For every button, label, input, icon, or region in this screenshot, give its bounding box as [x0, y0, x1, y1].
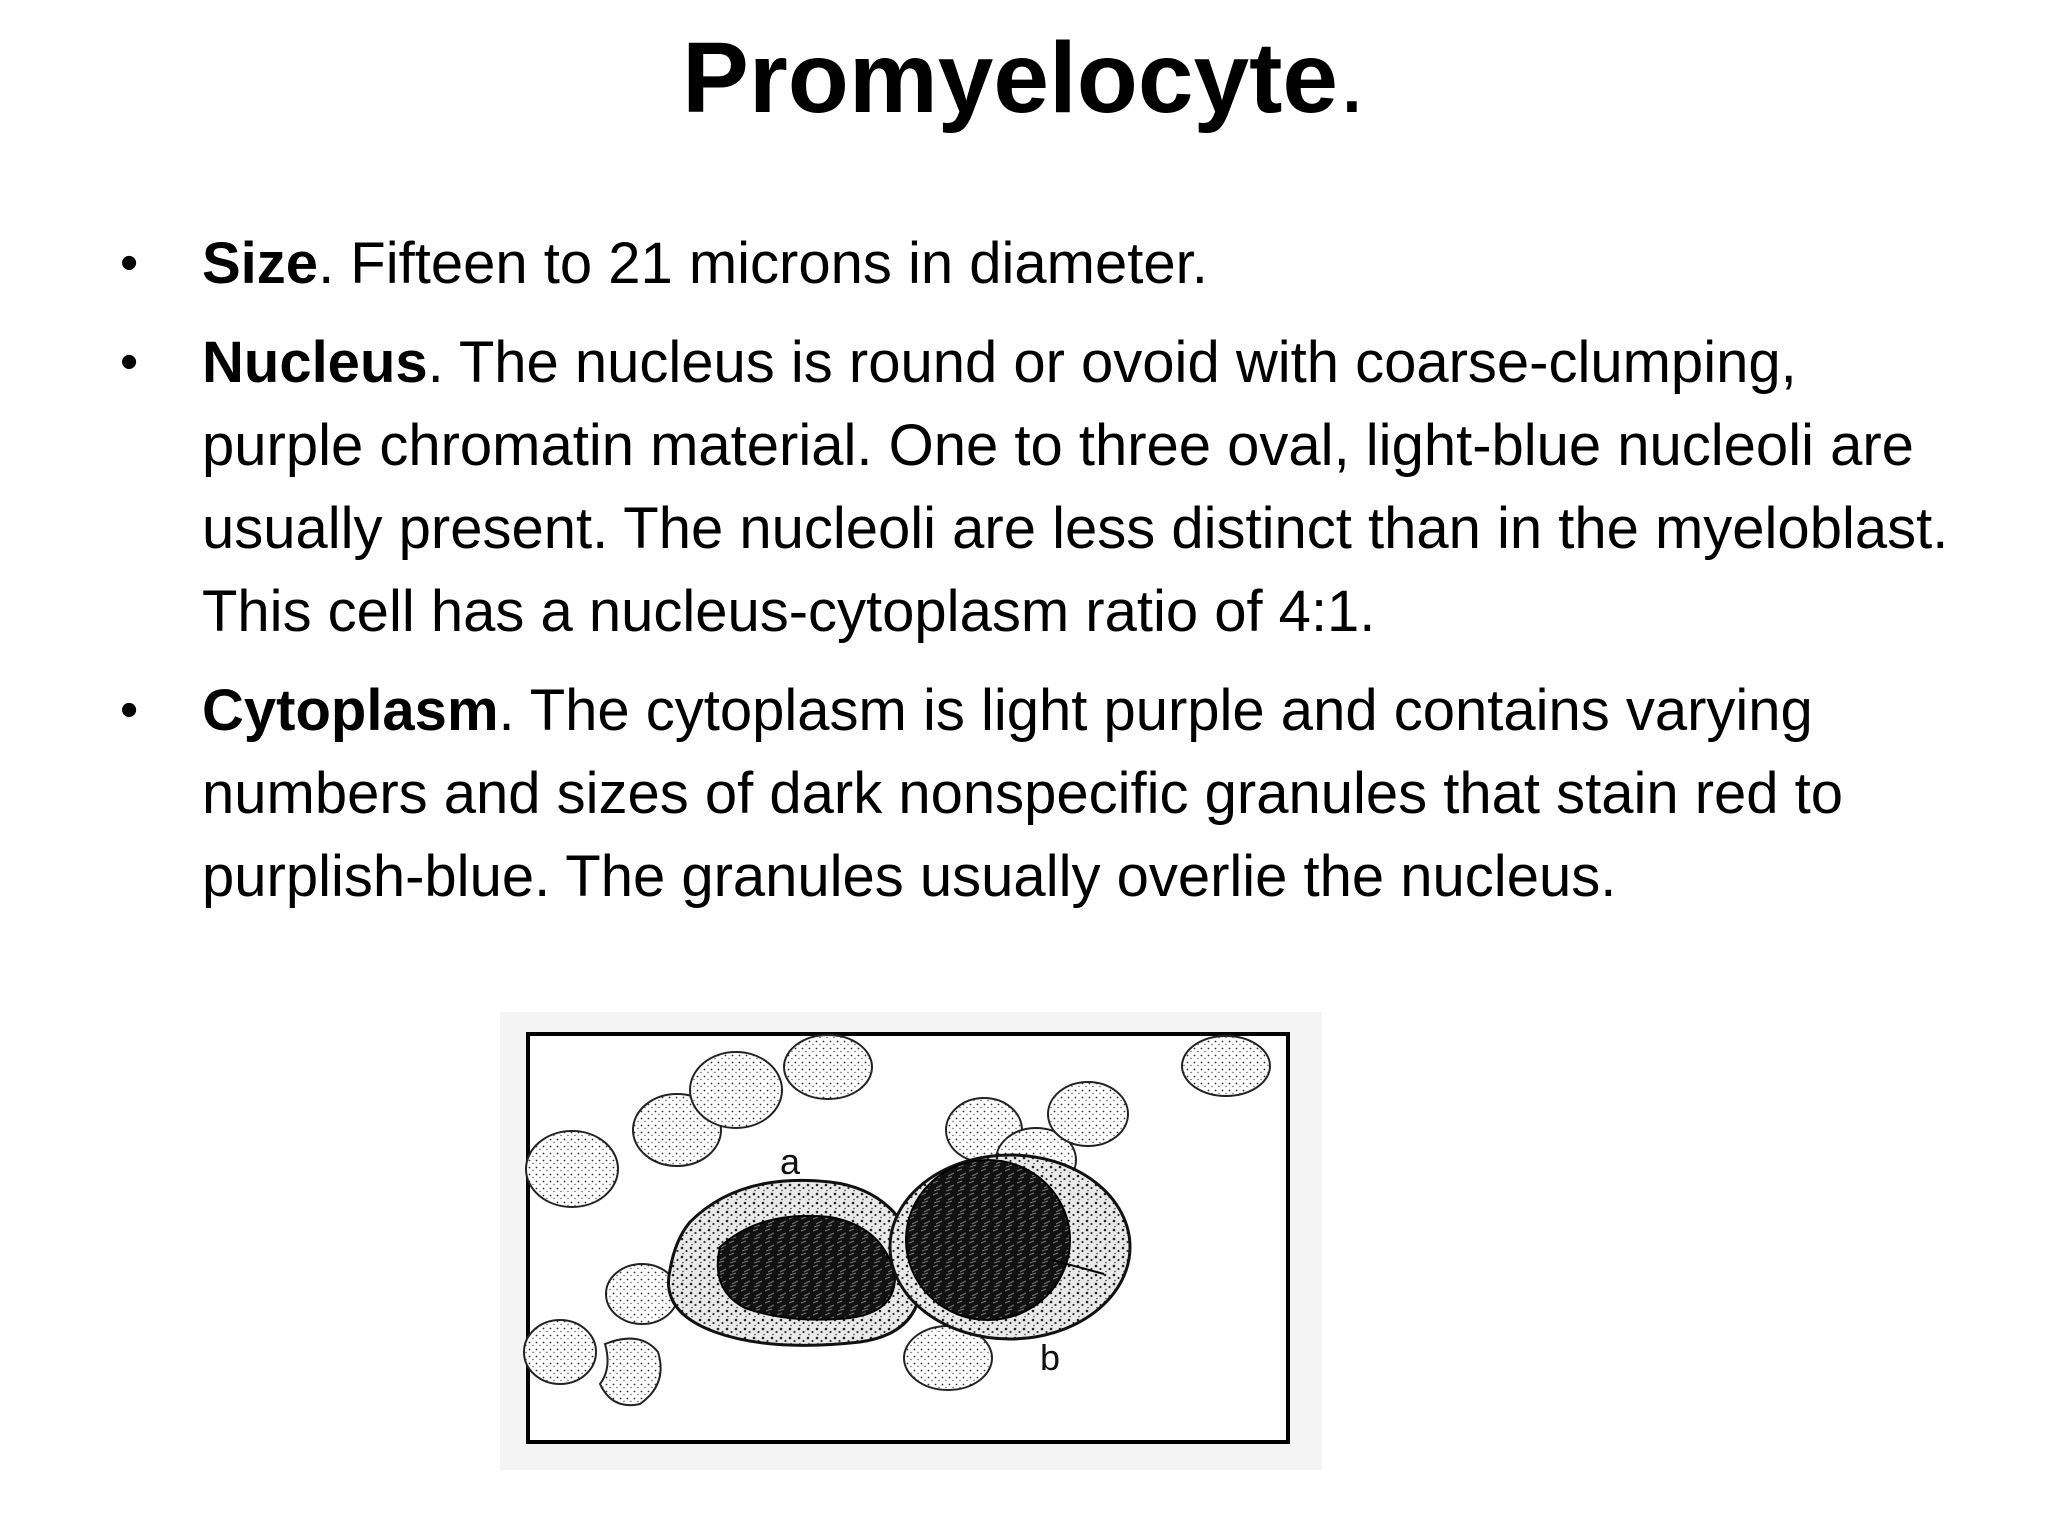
red-cell: [1048, 1082, 1128, 1146]
bullet-dot-icon: •: [120, 234, 139, 292]
bullet-dot-icon: •: [120, 333, 139, 391]
bullet-dot-icon: •: [120, 681, 139, 739]
bullet-item-cytoplasm: [120, 669, 1950, 918]
red-cell: [1182, 1036, 1270, 1096]
red-cell: [526, 1131, 618, 1207]
cell-a-nucleus: [718, 1216, 895, 1320]
bullet-text: . The nucleus is round or ovoid with coarse-clumping, purple chromatin material. One to three oval, light-blue nucleoli are usually present. The nucleoli are less distinct than in the myeloblast. This cell has a nucleus-cytoplasm ratio of 4:1.: [202, 330, 1949, 644]
promyelocyte-illustration: [500, 1012, 1322, 1470]
label-b: b: [1040, 1337, 1061, 1378]
bullet-item-nucleus: [120, 321, 1950, 653]
bullet-text: . Fifteen to 21 microns in diameter.: [318, 231, 1208, 296]
label-a: a: [780, 1141, 801, 1182]
red-cell: [784, 1035, 872, 1099]
bullet-item-size: [120, 222, 1950, 305]
bullet-term: Nucleus: [202, 330, 428, 395]
cell-drawing: [500, 1012, 1322, 1470]
red-cell: [606, 1264, 678, 1324]
bullet-list: [120, 222, 1950, 934]
slide-title-text: Promyelocyte: [682, 22, 1339, 134]
cell-b-nucleus: [906, 1160, 1070, 1320]
red-cell: [524, 1320, 596, 1384]
slide-title: [0, 18, 2048, 138]
red-cell: [690, 1052, 782, 1128]
slide-title-punctuation: .: [1338, 22, 1366, 134]
bullet-term: Size: [202, 231, 319, 296]
bullet-term: Cytoplasm: [202, 678, 499, 743]
bullet-text: . The cytoplasm is light purple and contains varying numbers and sizes of dark nonspecific granules that stain red to purplish-blue. The granules usually overlie the nucleus.: [202, 678, 1844, 909]
